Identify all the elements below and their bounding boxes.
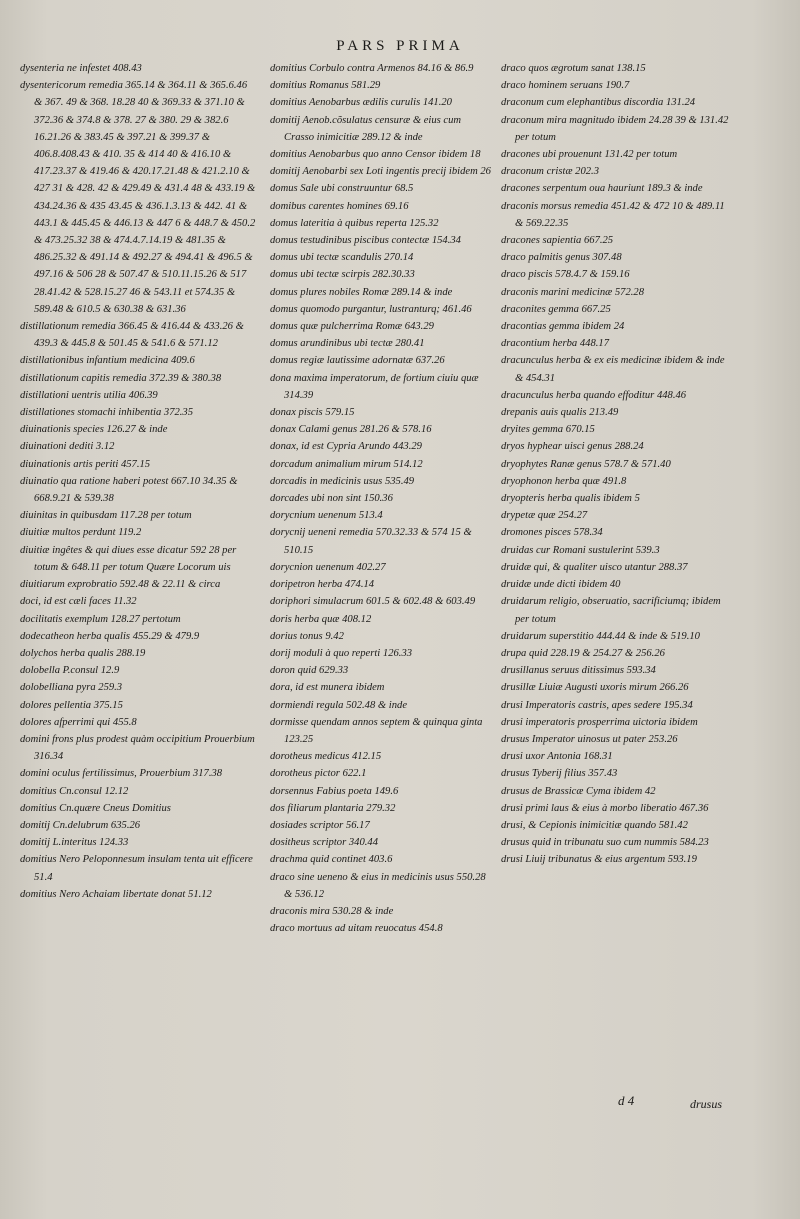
index-entry: druidæ qui, & qualiter uisco utantur 288.37	[501, 561, 688, 573]
index-entry: drusus Imperator uinosus ut pater 253.26	[501, 733, 678, 745]
index-column-middle	[270, 60, 492, 937]
index-entry: dormisse quendam annos septem & quinqua ginta 123.25	[270, 716, 483, 745]
index-entry: domus plures nobiles Romæ 289.14 & inde	[270, 286, 453, 298]
index-entry: draconis mira 530.28 & inde	[270, 905, 394, 917]
index-entry: draco sine ueneno & eius in medicinis usus 550.28 & 536.12	[270, 871, 486, 900]
index-entry: diuitiæ multos perdunt 119.2	[20, 527, 142, 539]
index-entry: dorsennus Fabius poeta 149.6	[270, 785, 399, 797]
index-entry: diuitiæ ingêtes & qui diues esse dicatur 592 28 per totum & 648.11 per totum Quære Locorum uis	[20, 544, 237, 573]
index-entry: druidas cur Romani sustulerint 539.3	[501, 544, 660, 556]
index-entry: domitius Cn.quære Cneus Domitius	[20, 802, 171, 814]
index-entry: dolores pellentia 375.15	[20, 699, 123, 711]
index-entry: dona maxima imperatorum, de fortium ciuiu quæ 314.39	[270, 372, 479, 401]
index-entry: dorcadum animalium mirum 514.12	[270, 458, 423, 470]
index-entry: diuinationis species 126.27 & inde	[20, 424, 168, 436]
index-entry: drypetæ quæ 254.27	[501, 510, 588, 522]
catchword: drusus	[690, 1097, 723, 1111]
running-head: PARS PRIMA	[336, 38, 464, 54]
index-entry: dracones sapientia 667.25	[501, 235, 614, 247]
index-entry: dos filiarum plantaria 279.32	[270, 802, 396, 814]
index-entry: dorycnion uenenum 402.27	[270, 561, 386, 573]
index-entry: domitius Nero Peloponnesum insulam tenta uit efficere 51.4	[20, 854, 253, 883]
index-entry: dodecatheon herba qualis 455.29 & 479.9	[20, 630, 200, 642]
index-entry: dorius tonus 9.42	[270, 630, 344, 642]
index-entry: dracontias gemma ibidem 24	[501, 321, 625, 333]
index-entry: domitius Cn.consul 12.12	[20, 785, 129, 797]
index-entry: domus Sale ubi construuntur 68.5	[270, 183, 414, 195]
index-entry: domitius Romanus 581.29	[270, 80, 381, 92]
index-entry: druidæ unde dicti ibidem 40	[501, 579, 621, 591]
index-entry: druidarum superstitio 444.44 & inde & 519.10	[501, 630, 700, 642]
index-entry: draconum cristæ 202.3	[501, 166, 599, 178]
index-entry: dorotheus medicus 412.15	[270, 751, 382, 763]
index-entry: domitij L.interitus 124.33	[20, 837, 129, 849]
index-entry: drusillæ Liuiæ Augusti uxoris mirum 266.26	[501, 682, 689, 694]
index-entry: dorcades ubi non sint 150.36	[270, 493, 393, 505]
index-entry: dracones ubi prouenunt 131.42 per totum	[501, 149, 678, 161]
index-entry: drepanis auis qualis 213.49	[501, 407, 619, 419]
index-entry: dolobelliana pyra 259.3	[20, 682, 123, 694]
index-entry: domitius Aenobarbus quo anno Censor ibidem 18	[270, 149, 481, 161]
index-entry: drusillanus seruus ditissimus 593.34	[501, 665, 656, 677]
index-entry: docilitatis exemplum 128.27 pertotum	[20, 613, 181, 625]
index-entry: dysentericorum remedia 365.14 & 364.11 & 365.6.46 & 367. 49 & 368. 18.28 40 & 369.33 & 371.10 & 372.36 & 374.8 & 378. 27 & 380. 29 & 382.6 16.21.26 & 383.45 & 397.21 & 399.37 & 406.8.408.43 & 410. 35 & 414 40 & 416.10 & 417.23.37 & 419.46 & 420.17.21.48 & 421.2.10 & 427 31 & 428. 42 & 429.49 & 431.4 48 & 433.19 & 434.24.36 & 435 43.45 & 436.1.3.13 & 442. 41 & 443.1 & 445.45 & 446.13 & 447 6 & 448.7 & 450.2 & 473.25.32 38 & 474.4.7.14.19 & 481.35 & 486.25.32 & 491.14 & 492.27 & 494.41 & 496.5 & 497.16 & 506 28 & 507.47 & 510.11.15.26 & 517 28.41.42 & 528.15.27 46 & 543.11 et 574.35 & 589.48 & 610.5 & 630.38 & 631.36	[20, 80, 256, 315]
index-column-right	[501, 60, 733, 869]
index-entry: draconum mira magnitudo ibidem 24.28 39 & 131.42 per totum	[501, 114, 729, 143]
index-entry: diuitiarum exprobratio 592.48 & 22.11 & circa	[20, 579, 221, 591]
index-entry: draco hominem seruans 190.7	[501, 80, 630, 92]
index-entry: dorcadis in medicinis usus 535.49	[270, 475, 415, 487]
index-entry: domitij Cn.delubrum 635.26	[20, 819, 141, 831]
index-entry: dositheus scriptor 340.44	[270, 837, 379, 849]
index-entry: draconis morsus remedia 451.42 & 472 10 & 489.11 & 569.22.35	[501, 200, 725, 229]
index-entry: domitij Aenob.cõsulatus censuræ & eius cum Crasso inimicitiæ 289.12 & inde	[270, 114, 462, 143]
index-entry: draconis marini medicinæ 572.28	[501, 286, 645, 298]
index-entry: drusus quid in tribunatu suo cum nummis 584.23	[501, 837, 709, 849]
index-entry: drusi primi laus & eius à morbo liberatio 467.36	[501, 802, 709, 814]
index-entry: dracunculus herba & ex eis medicinæ ibidem & inde & 454.31	[501, 355, 725, 384]
index-entry: domini oculus fertilissimus, Prouerbium 317.38	[20, 768, 223, 780]
index-entry: dolores afperrimi qui 455.8	[20, 716, 137, 728]
index-entry: dolobella P.consul 12.9	[20, 665, 120, 677]
index-entry: draconites gemma 667.25	[501, 303, 611, 315]
index-entry: dryos hyphear uisci genus 288.24	[501, 441, 644, 453]
index-entry: domus ubi tectæ scirpis 282.30.33	[270, 269, 415, 281]
index-entry: drusus Tyberij filius 357.43	[501, 768, 618, 780]
index-entry: diuinitas in quibusdam 117.28 per totum	[20, 510, 192, 522]
index-entry: dracunculus herba quando effoditur 448.46	[501, 389, 687, 401]
index-entry: dracontium herba 448.17	[501, 338, 609, 350]
index-entry: drachma quid continet 403.6	[270, 854, 393, 866]
index-entry: domibus carentes homines 69.16	[270, 200, 409, 212]
index-entry: doci, id est cæli faces 11.32	[20, 596, 137, 608]
index-entry: doris herba quæ 408.12	[270, 613, 372, 625]
index-entry: draconum cum elephantibus discordia 131.24	[501, 97, 696, 109]
signature-mark: d 4	[618, 1093, 635, 1108]
index-column-left	[20, 60, 258, 903]
index-entry: distillationum capitis remedia 372.39 & 380.38	[20, 372, 222, 384]
index-entry: domus quomodo purgantur, lustranturq; 461.46	[270, 303, 472, 315]
index-entry: distillationi uentris utilia 406.39	[20, 389, 158, 401]
index-entry: dora, id est munera ibidem	[270, 682, 385, 694]
index-entry: domus ubi tectæ scandulis 270.14	[270, 252, 414, 264]
index-entry: donax, id est Cypria Arundo 443.29	[270, 441, 422, 453]
index-entry: druidarum religio, obseruatio, sacrificiumq; ibidem per totum	[501, 596, 721, 625]
index-entry: distillationibus infantium medicina 409.6	[20, 355, 195, 367]
index-entry: dryophytes Ranæ genus 578.7 & 571.40	[501, 458, 671, 470]
index-entry: dorycnium uenenum 513.4	[270, 510, 383, 522]
index-entry: dracones serpentum oua hauriunt 189.3 & inde	[501, 183, 703, 195]
index-entry: dryophonon herba quæ 491.8	[501, 475, 627, 487]
index-entry: dryopteris herba qualis ibidem 5	[501, 493, 640, 505]
index-entry: drusi imperatoris prosperrima uictoria ibidem	[501, 716, 698, 728]
index-entry: dolychos herba qualis 288.19	[20, 647, 146, 659]
index-entry: drupa quid 228.19 & 254.27 & 256.26	[501, 647, 665, 659]
index-entry: dysenteria ne infestet 408.43	[20, 63, 142, 74]
index-entry: diuinationis artis periti 457.15	[20, 458, 151, 470]
index-entry: draco palmitis genus 307.48	[501, 252, 622, 264]
index-entry: dorycnij ueneni remedia 570.32.33 & 574 15 & 510.15	[270, 527, 472, 556]
index-entry: drusi uxor Antonia 168.31	[501, 751, 613, 763]
index-entry: dormiendi regula 502.48 & inde	[270, 699, 408, 711]
index-entry: doripetron herba 474.14	[270, 579, 375, 591]
index-entry: distillationes stomachi inhibentia 372.35	[20, 407, 194, 419]
index-entry: domitius Corbulo contra Armenos 84.16 & 86.9	[270, 63, 474, 74]
index-entry: domus testudinibus piscibus contectæ 154.34	[270, 235, 461, 247]
index-entry: dromones pisces 578.34	[501, 527, 603, 539]
index-entry: doron quid 629.33	[270, 665, 349, 677]
index-entry: dosiades scriptor 56.17	[270, 819, 370, 831]
index-entry: doriphori simulacrum 601.5 & 602.48 & 603.49	[270, 596, 476, 608]
index-entry: domus regiæ lautissime adornatæ 637.26	[270, 355, 445, 367]
index-entry: domitij Aenobarbi sex Loti ingentis precij ibidem 26	[270, 166, 491, 178]
index-entry: domus quæ pulcherrima Romæ 643.29	[270, 321, 434, 333]
index-entry: dorotheus pictor 622.1	[270, 768, 367, 780]
index-entry: draco quos ægrotum sanat 138.15	[501, 63, 646, 74]
index-entry: domus arundinibus ubi tectæ 280.41	[270, 338, 425, 350]
index-entry: drusi Liuij tribunatus & eius argentum 593.19	[501, 854, 697, 866]
index-entry: domus lateritia à quibus reperta 125.32	[270, 217, 439, 229]
index-entry: diuinatio qua ratione haberi potest 667.10 34.35 & 668.9.21 & 539.38	[20, 475, 238, 505]
index-entry: drusi, & Cepionis inimicitiæ quando 581.42	[501, 819, 688, 831]
index-entry: dorij moduli à quo reperti 126.33	[270, 647, 413, 659]
index-entry: drusus de Brassicæ Cyma ibidem 42	[501, 785, 656, 797]
index-entry: draco mortuus ad uitam reuocatus 454.8	[270, 923, 443, 935]
index-entry: distillationum remedia 366.45 & 416.44 & 433.26 & 439.3 & 445.8 & 501.45 & 541.6 & 571.12	[20, 321, 244, 350]
index-entry: diuinationi dediti 3.12	[20, 441, 115, 453]
index-entry: donax Calami genus 281.26 & 578.16	[270, 424, 432, 436]
index-entry: domitius Nero Achaiam libertate donat 51.12	[20, 888, 212, 900]
index-entry: domitius Aenobarbus ædilis curulis 141.20	[270, 97, 452, 109]
index-entry: drusi Imperatoris castris, apes sedere 195.34	[501, 699, 693, 711]
index-entry: dryites gemma 670.15	[501, 424, 595, 436]
index-entry: donax piscis 579.15	[270, 407, 355, 419]
index-entry: domini frons plus prodest quàm occipitium Prouerbium 316.34	[20, 733, 255, 763]
index-entry: draco piscis 578.4.7 & 159.16	[501, 269, 630, 281]
